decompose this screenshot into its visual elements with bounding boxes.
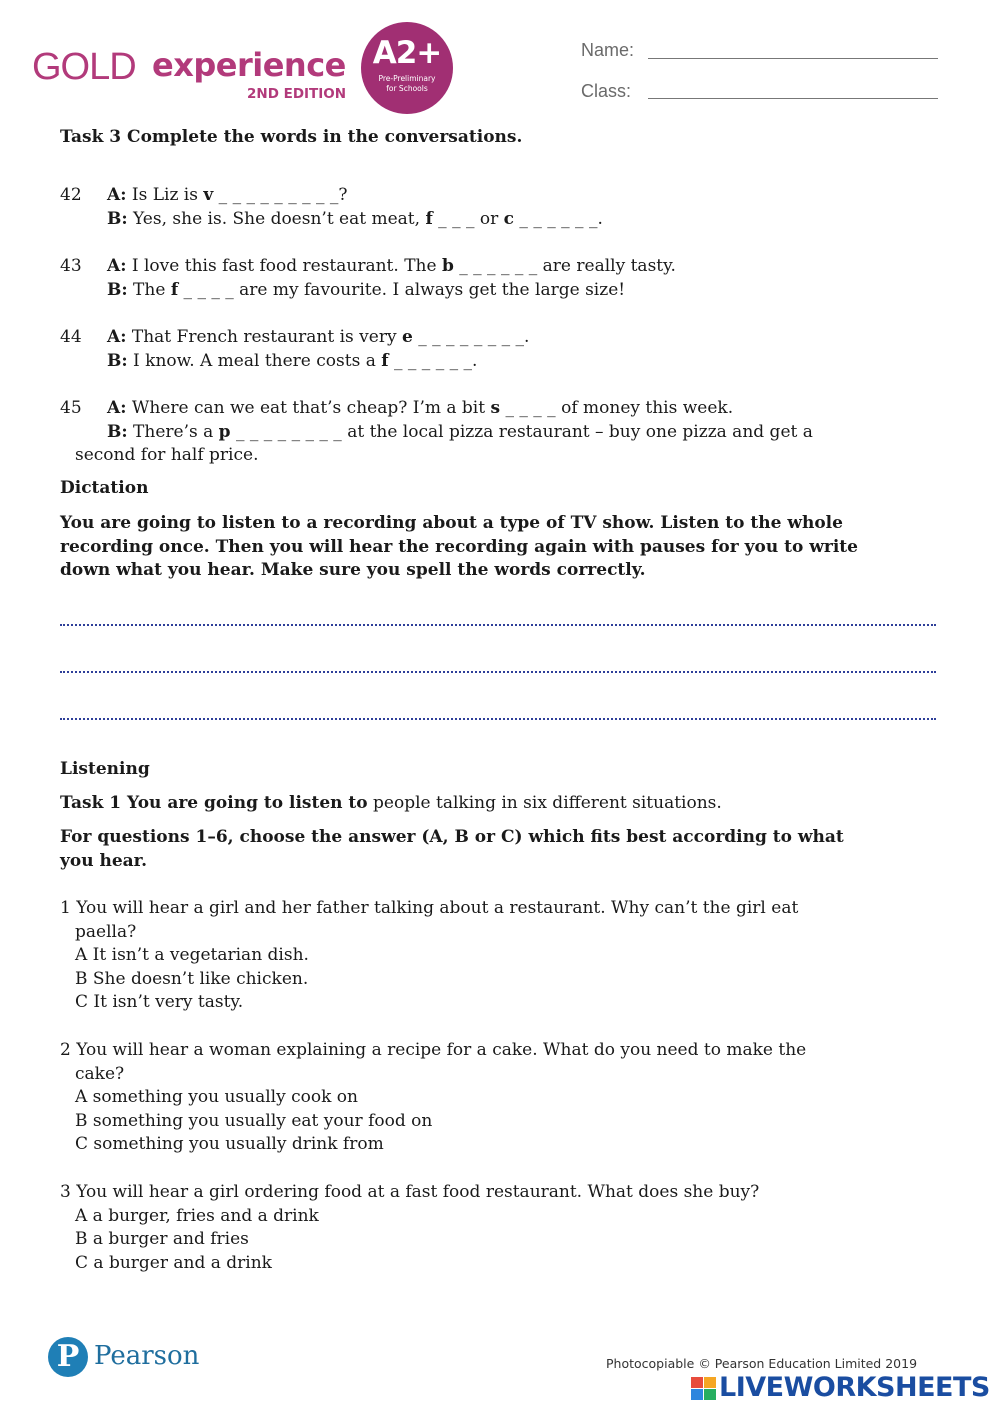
word-blank[interactable]: _ _ _ or bbox=[432, 209, 504, 229]
word-blank[interactable]: _ _ _ _ _ _. bbox=[388, 351, 478, 371]
word-blank[interactable]: _ _ _ _ _ _ _ _ _? bbox=[213, 185, 348, 205]
first-letter: c bbox=[503, 209, 515, 229]
class-field-line[interactable] bbox=[648, 98, 938, 99]
task3-item-45-b-cont: second for half price. bbox=[75, 445, 259, 465]
dictation-answer-line-1[interactable] bbox=[60, 624, 936, 626]
option-a[interactable]: A a burger, fries and a drink bbox=[75, 1205, 319, 1226]
brand-logo-gold: GOLD bbox=[32, 46, 136, 88]
name-label: Name: bbox=[581, 40, 635, 60]
level-subtitle: Pre-Preliminary for Schools bbox=[378, 74, 436, 93]
line-text: I love this fast food restaurant. The bbox=[126, 256, 442, 276]
first-letter: s bbox=[490, 398, 501, 418]
line-text: Yes, she is. She doesn’t eat meat, bbox=[127, 209, 426, 229]
question-number: 43 bbox=[60, 256, 82, 276]
first-letter: v bbox=[203, 185, 214, 205]
line-text: That French restaurant is very bbox=[126, 327, 402, 347]
first-letter: p bbox=[218, 422, 231, 442]
name-field-line[interactable] bbox=[648, 58, 938, 59]
instruction-line: you hear. bbox=[60, 850, 148, 871]
task-title-rest: people talking in six different situations. bbox=[367, 793, 722, 813]
word-blank[interactable]: _ _ _ _ _ _ are really tasty. bbox=[453, 256, 676, 276]
task3-item-42-a bbox=[60, 184, 348, 208]
pearson-logo-icon: P bbox=[48, 1337, 88, 1377]
listening-instructions bbox=[60, 826, 844, 873]
edition-label: 2ND EDITION bbox=[247, 86, 347, 102]
word-blank[interactable]: _ _ _ _ _ _ _ _. bbox=[412, 327, 530, 347]
option-c[interactable]: C a burger and a drink bbox=[75, 1252, 272, 1273]
first-letter: f bbox=[381, 351, 389, 371]
line-text: I know. A meal there costs a bbox=[127, 351, 382, 371]
speaker-a: A: bbox=[107, 185, 127, 205]
level-badge bbox=[361, 22, 453, 114]
word-blank[interactable]: _ _ _ _ of money this week. bbox=[500, 398, 734, 418]
word-blank[interactable]: _ _ _ _ _ _. bbox=[514, 209, 603, 229]
listening-question-2 bbox=[60, 1039, 806, 1157]
task3-item-44-b bbox=[107, 350, 477, 374]
dictation-title: Dictation bbox=[60, 478, 149, 498]
option-c[interactable]: C something you usually drink from bbox=[75, 1134, 384, 1154]
speaker-a: A: bbox=[107, 327, 127, 347]
option-b[interactable]: B something you usually eat your food on bbox=[75, 1110, 433, 1131]
listening-question-1 bbox=[60, 897, 798, 1015]
task3-title: Task 3 Complete the words in the conversations. bbox=[60, 127, 523, 147]
listening-task-line bbox=[60, 792, 722, 816]
task3-item-45-b bbox=[107, 421, 813, 445]
listening-title: Listening bbox=[60, 759, 150, 779]
task3-item-43-a bbox=[60, 255, 676, 279]
speaker-b: B: bbox=[107, 422, 128, 442]
question-number: 44 bbox=[60, 327, 82, 347]
instruction-line: recording once. Then you will hear the recording again with pauses for you to write bbox=[60, 536, 858, 557]
question-text: 2 You will hear a woman explaining a recipe for a cake. What do you need to make the bbox=[60, 1040, 807, 1060]
line-text: Is Liz is bbox=[126, 185, 204, 205]
speaker-b: B: bbox=[107, 209, 128, 229]
question-text: 1 You will hear a girl and her father talking about a restaurant. Why can’t the girl eat bbox=[60, 898, 799, 918]
first-letter: f bbox=[425, 209, 433, 229]
option-a[interactable]: A It isn’t a vegetarian dish. bbox=[75, 945, 309, 965]
task3-item-45-a bbox=[60, 397, 733, 421]
instruction-line: For questions 1–6, choose the answer (A, B or C) which fits best according to what bbox=[60, 827, 844, 847]
question-text: 3 You will hear a girl ordering food at a fast food restaurant. What does she buy? bbox=[60, 1182, 760, 1202]
dictation-answer-line-3[interactable] bbox=[60, 718, 936, 720]
dictation-answer-line-2[interactable] bbox=[60, 671, 936, 673]
class-label: Class: bbox=[581, 81, 632, 101]
task-title-bold: Task 1 You are going to listen to bbox=[60, 793, 368, 813]
dictation-instructions bbox=[60, 512, 858, 583]
brand-logo-experience: experience bbox=[152, 46, 346, 84]
line-text: Where can we eat that’s cheap? I’m a bit bbox=[126, 398, 491, 418]
option-a[interactable]: A something you usually cook on bbox=[75, 1087, 358, 1107]
copyright-notice: Photocopiable © Pearson Education Limited 2019 bbox=[606, 1356, 918, 1371]
speaker-b: B: bbox=[107, 280, 128, 300]
task3-item-44-a bbox=[60, 326, 529, 350]
option-c[interactable]: C It isn’t very tasty. bbox=[75, 992, 244, 1012]
line-text: There’s a bbox=[127, 422, 219, 442]
pearson-wordmark: Pearson bbox=[94, 1341, 200, 1371]
first-letter: f bbox=[170, 280, 179, 300]
level-text: A2+ bbox=[372, 35, 442, 71]
question-text: paella? bbox=[75, 921, 137, 942]
question-text: cake? bbox=[75, 1063, 125, 1084]
speaker-a: A: bbox=[107, 256, 127, 276]
speaker-a: A: bbox=[107, 398, 127, 418]
option-b[interactable]: B a burger and fries bbox=[75, 1229, 249, 1249]
task3-item-43-b bbox=[107, 279, 625, 303]
liveworksheets-logo[interactable]: LIVEWORKSHEETS bbox=[719, 1372, 990, 1403]
first-letter: b bbox=[441, 256, 454, 276]
line-text: The bbox=[127, 280, 171, 300]
word-blank[interactable]: _ _ _ _ _ _ _ _ at the local pizza restaurant – buy one pizza and get a bbox=[230, 422, 813, 442]
task3-item-42-b bbox=[107, 208, 603, 232]
speaker-b: B: bbox=[107, 351, 128, 371]
liveworksheets-icon bbox=[691, 1377, 717, 1401]
instruction-line: down what you hear. Make sure you spell the words correctly. bbox=[60, 560, 646, 580]
question-number: 42 bbox=[60, 185, 82, 205]
word-blank[interactable]: _ _ _ _ are my favourite. I always get the large size! bbox=[178, 280, 626, 300]
question-number: 45 bbox=[60, 398, 82, 418]
listening-question-3 bbox=[60, 1181, 759, 1275]
instruction-line: You are going to listen to a recording about a type of TV show. Listen to the whole bbox=[60, 513, 843, 533]
option-b[interactable]: B She doesn’t like chicken. bbox=[75, 968, 309, 989]
first-letter: e bbox=[401, 327, 413, 347]
